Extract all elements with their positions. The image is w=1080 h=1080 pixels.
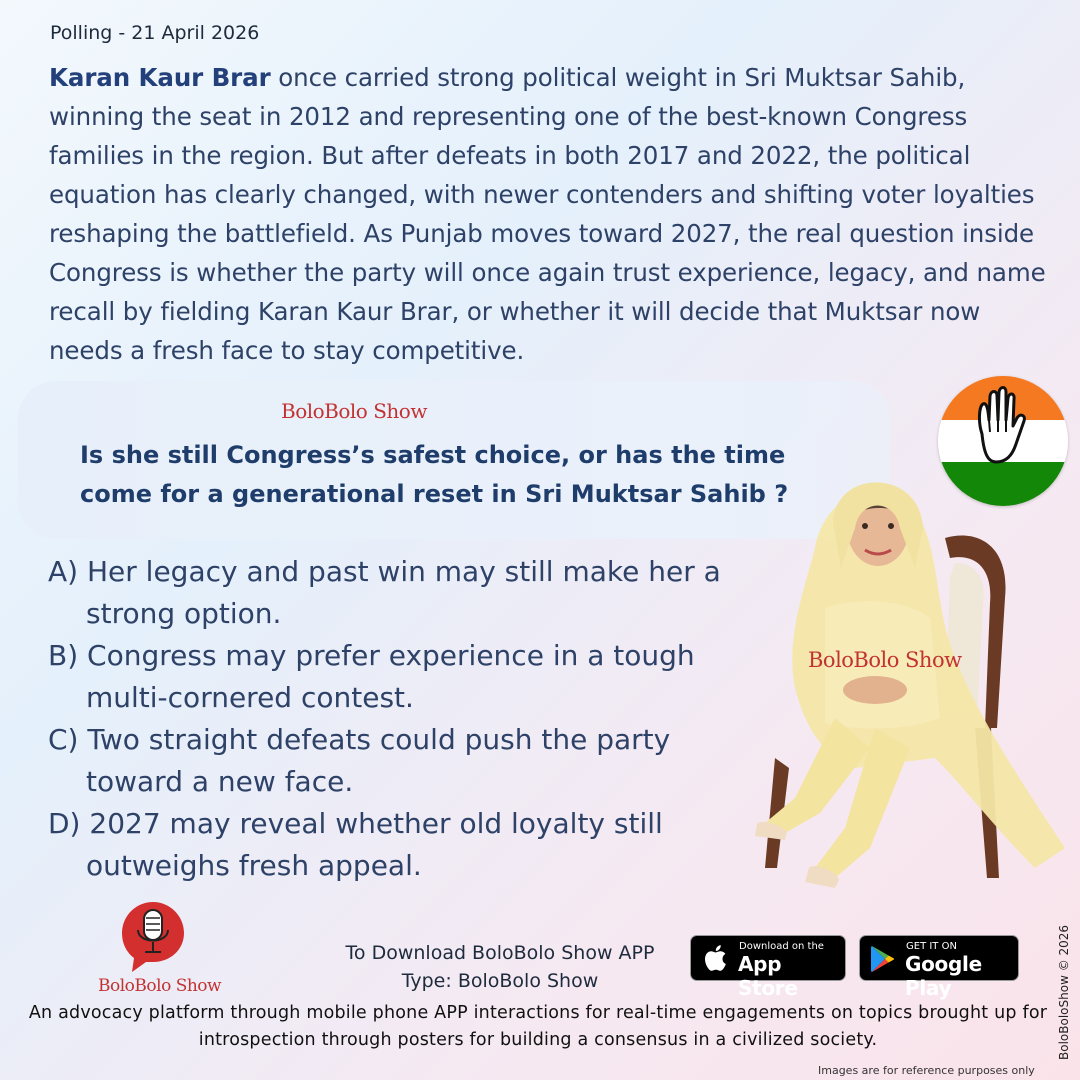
app-store-label: App Store [738, 952, 798, 1000]
platform-tagline: An advocacy platform through mobile phone APP interactions for real-time engagements on topics brought up for introspection through posters for building a consensus in a civilized society. [28, 1003, 1048, 1050]
google-play-small-label: GET IT ON [906, 941, 957, 952]
image-watermark-brand: BoloBolo Show [808, 648, 962, 672]
poll-option-c[interactable]: C) Two straight defeats could push the party toward a new face. [48, 723, 671, 798]
poll-question: Is she still Congress’s safest choice, or has the time come for a generational reset in Sri Muktsar Sahib ? [80, 441, 789, 508]
poll-option-d[interactable]: D) 2027 may reveal whether old loyalty still outweighs fresh appeal. [48, 807, 663, 882]
download-instructions [330, 939, 670, 995]
question-brand-label: BoloBolo Show [281, 399, 427, 423]
image-disclaimer: Images are for reference purposes only [818, 1064, 1035, 1077]
poll-option-a[interactable]: A) Her legacy and past win may still make her a strong option. [48, 555, 721, 630]
intro-text: once carried strong political weight in Sri Muktsar Sahib, winning the seat in 2012 and representing one of the best-known Congress families in the region. But after defeats in both 2017 and 2022, the political equation has clearly changed, with newer contenders and shifting voter loyalties reshaping the battlefield. As Punjab moves toward 2027, the real question inside Congress is whether the party will once again trust experience, legacy, and name recall by fielding Karan Kaur Brar, or whether it will decide that Muktsar now needs a fresh face to stay competitive. [49, 63, 1046, 365]
google-play-icon [870, 945, 896, 977]
poll-date: Polling - 21 April 2026 [50, 22, 260, 44]
poll-option-b[interactable]: B) Congress may prefer experience in a tough multi-cornered contest. [48, 639, 695, 714]
footer-brand: BoloBolo Show [98, 976, 222, 996]
app-store-button[interactable] [690, 935, 846, 1000]
download-line-2: Type: BoloBolo Show [401, 970, 599, 992]
intro-paragraph [49, 58, 1059, 370]
candidate-name: Karan Kaur Brar [49, 63, 271, 92]
microphone-icon [118, 900, 188, 972]
google-play-label: Google Play [905, 952, 982, 1000]
copyright-notice: BoloBoloShow © 2026 [1057, 924, 1071, 1060]
poll-options [48, 551, 768, 887]
app-store-small-label: Download on the [739, 941, 824, 952]
download-line-1: To Download BoloBolo Show APP [345, 942, 655, 964]
google-play-button[interactable] [859, 935, 1019, 1000]
apple-icon [703, 944, 727, 976]
